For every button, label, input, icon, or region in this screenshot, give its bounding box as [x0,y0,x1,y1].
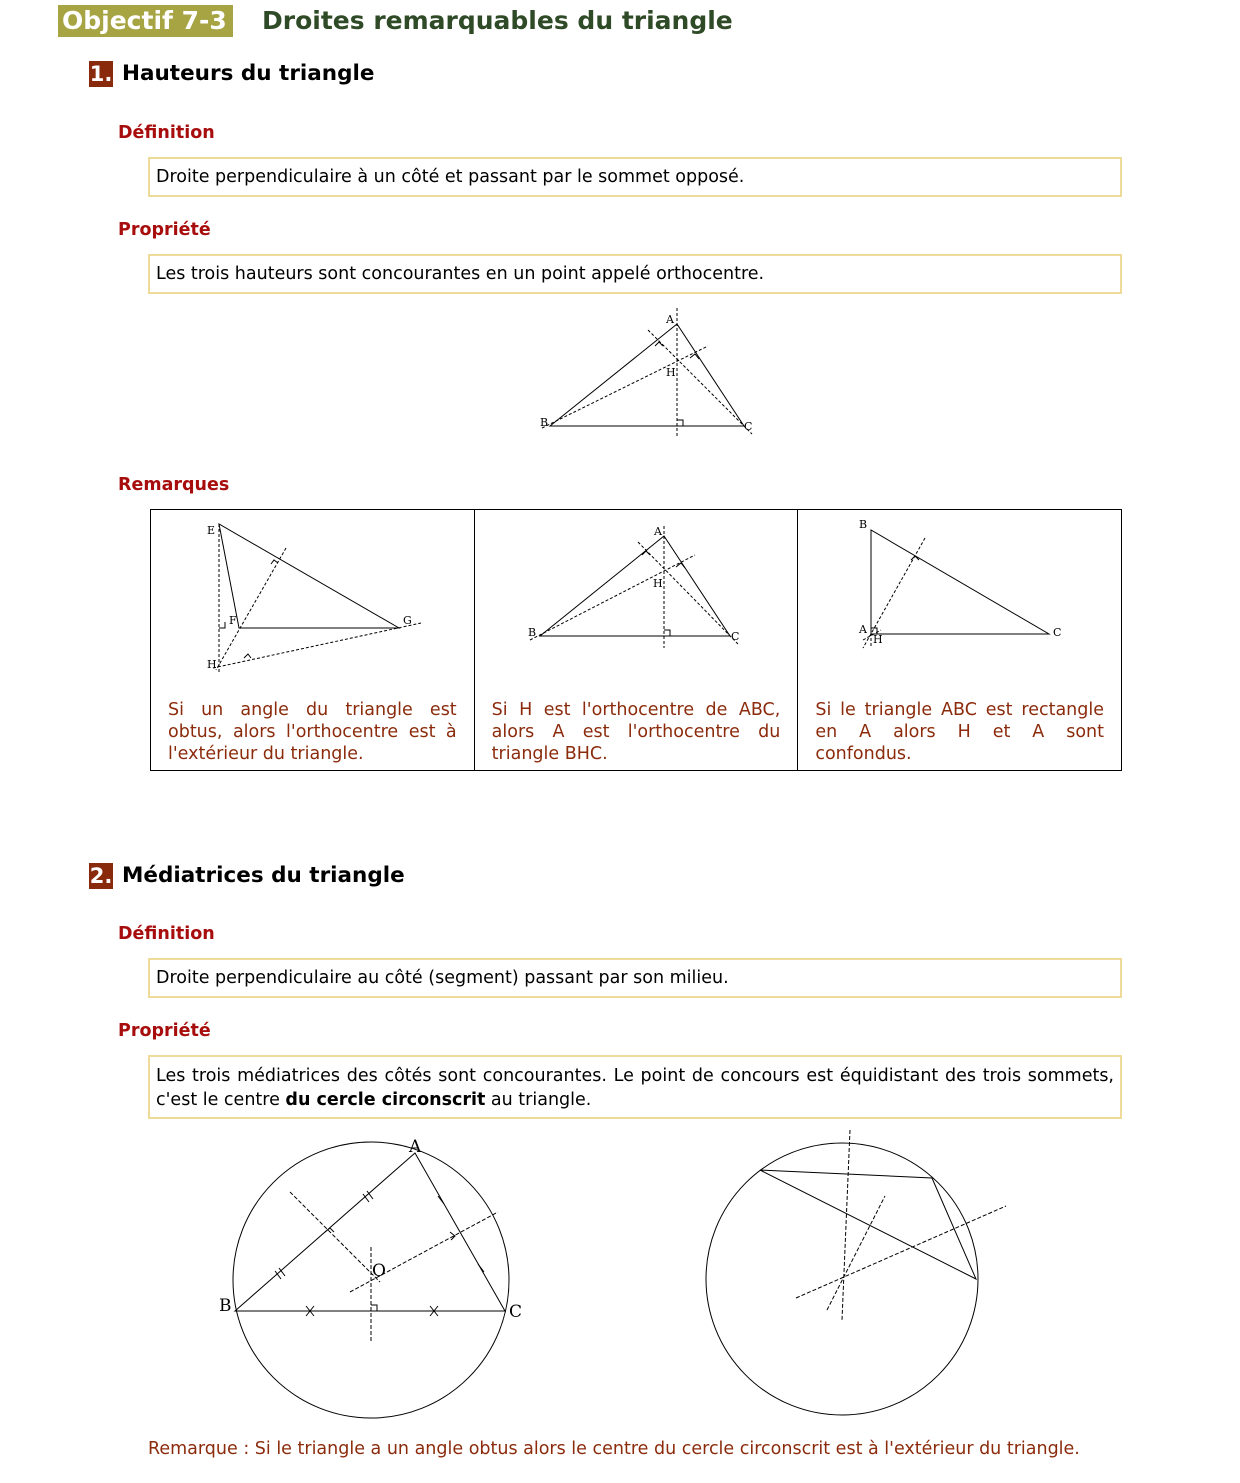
vertex-label-e: E [207,524,216,537]
definition-text-2: Droite perpendiculaire au côté (segment) passant par son milieu. [156,968,729,988]
right-triangle-figure [853,518,1073,658]
definition-label-1: Définition [118,123,215,143]
vertex-label-b: B [219,1296,232,1316]
property-box-2 [148,1055,1122,1119]
vertex-label-c: C [744,420,753,433]
vertex-label-a: A [666,313,674,326]
definition-label-2: Définition [118,924,215,944]
property-text-1: Les trois hauteurs sont concourantes en un point appelé orthocentre. [156,264,765,284]
orthocentre-figure [530,308,770,438]
property-label-1: Propriété [118,220,211,240]
vertex-label-g: G [403,614,412,627]
remarks-label: Remarques [118,475,230,495]
bhc-triangle-figure [520,520,760,660]
section-2-title: Médiatrices du triangle [122,863,405,888]
vertex-label-c: C [509,1302,523,1322]
vertex-label-b: B [527,626,536,639]
orthocentre-label-h: H [207,658,217,671]
property-text-2: Les trois médiatrices des côtés sont concourantes. Le point de concours est équidistant des trois sommets, c'est le centre du cercle circonscrit au triangle. [156,1066,1114,1110]
vertex-label-b: B [859,518,868,531]
vertex-label-b: B [540,416,549,429]
vertex-label-c: C [1053,626,1062,639]
vertex-label-c: C [730,630,740,643]
obtuse-triangle-figure [201,518,431,678]
remark-cell-obtuse [151,510,475,770]
section-1-title: Hauteurs du triangle [122,61,375,86]
vertex-label-a: A [409,1137,422,1157]
circumcenter-label-o: O [372,1261,386,1281]
orthocentre-label-h: H [873,633,883,646]
point-label-h: H [652,577,663,590]
remarks-table [150,509,1122,771]
property-box-1 [148,254,1122,294]
orthocentre-label-h: H [666,366,676,379]
remark-cell-right [798,510,1121,770]
property-label-2: Propriété [118,1021,211,1041]
vertex-label-a: A [653,525,662,538]
remark-text-obtuse: Si un angle du triangle est obtus, alors l'orthocentre est à l'extérieur du triangle. [168,700,457,764]
remark-text-right: Si le triangle ABC est rectangle en A alors H et A sont confondus. [815,700,1105,764]
remark-cell-bhc [475,510,799,770]
remark-text-bhc: Si H est l'orthocentre de ABC, alors A est l'orthocentre du triangle BHC. [491,700,781,764]
page-title: Droites remarquables du triangle [262,6,733,35]
objective-badge: Objectif 7-3 [58,5,233,37]
section-1-number: 1. [89,62,113,86]
circumcircle-figure [210,1132,540,1432]
vertex-label-a: A [859,623,868,636]
section-2-number: 2. [89,864,113,888]
obtuse-circumcircle-figure [700,1130,1020,1430]
definition-box-2 [148,958,1122,998]
definition-box-1 [148,157,1122,197]
final-remark: Remarque : Si le triangle a un angle obtus alors le centre du cercle circonscrit est à l'extérieur du triangle. [148,1439,1080,1459]
definition-text-1: Droite perpendiculaire à un côté et passant par le sommet opposé. [156,167,745,187]
vertex-label-f: F [229,614,237,627]
